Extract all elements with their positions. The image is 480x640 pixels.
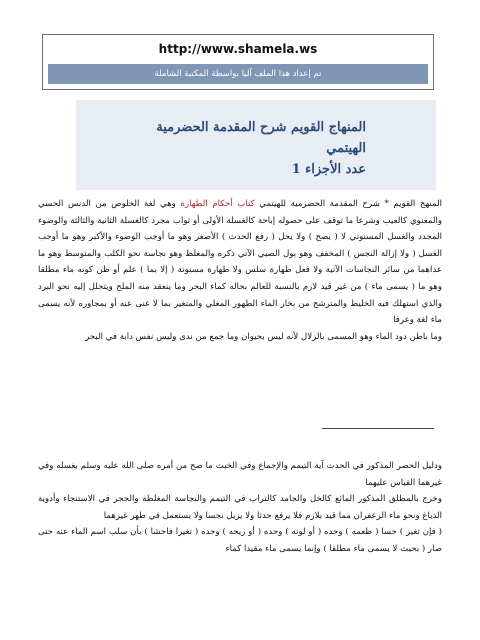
shamela-banner: تم إعداد هذا الملف آليا بواسطة المكتبة الشاملة bbox=[48, 64, 428, 84]
intro-paragraph bbox=[38, 196, 442, 329]
paragraph-two: وما باطن دود الماء وهو المسمى بالزلال لأنه ليس بحيوان وما جمع من ندى وليس نفس دابة في البحر bbox=[85, 331, 442, 342]
intro-rest: وهي لغة الخلوص من الدنس الحسي والمعنوي كالعيب وشرعا ما توقف على حصوله إباحة كالغسلة الأولى أو ثواب مجرد كالغسلة الثانية والثالثة والوضوء المجدد والغسل المسنوني لا ( يصح ) ولا يحل ( رفع الحدث ) الأصغر وهو ما أوجب الوضوء والأكبر وهو ما أوجب الغسل ( ولا إزالة النجس ) المخفف وهو بول الصبي الآتي ذكره والمغلظ وهو نجاسة نحو الكلب والمتوسط وهو ما عداهما من سائر النجاسات الآتية ولا فعل طهارة سلس ولا طهارة مسنونة ( إلا بما ) علم أو ظن كونه ماء مطلقا وهو ما ( يسمى ماء ) من غير قيد لازم بالنسبة للعالم بحاله كماء البحر وما ينعقد منه الملح ويتحلل إليه نحو البرد والذي استهلك فيه الخليط والمترشح من بخار الماء الطهور المغلي والمتغير بما لا غنى عنه أو بمجاوره لأنه يسمى ماء لغة وعرفا bbox=[38, 199, 442, 326]
paragraph-exclusions: وخرج بالمطلق المذكور المائع كالخل والجامد كالتراب في التيمم والنجاسة المغلظة والحجر في الاستنجاء وأدوية الدباغ ونحو ماء الزعفران مما قيد بلازم فلا يرفع حدثا ولا يزيل نجسا ولا يستعمل في طهر غيرهما bbox=[38, 494, 442, 521]
volume-count: عدد الأجزاء 1 bbox=[291, 162, 366, 177]
section-one bbox=[38, 196, 442, 345]
section-two bbox=[38, 458, 442, 558]
section-divider bbox=[322, 428, 434, 429]
book-title-panel bbox=[76, 100, 436, 190]
chapter-title: كتاب أحكام الطهارة bbox=[180, 199, 255, 209]
site-url[interactable]: http://www.shamela.ws bbox=[158, 42, 318, 56]
intro-lead: المنهج القويم * شرح المقدمة الحضرمية للهيتمي bbox=[254, 199, 442, 209]
paragraph-change: ( فإن تغير ) حسا ( طعمه ) وحده ( أو لونه ) وحده ( أو ريحه ) وحده ( تغيرا فاحشا ) بأن سلب اسم الماء عنه حتى صار ( بحيث لا يسمى ماء مطلقا ) وإنما يسمى ماء مقيدا كماء bbox=[38, 527, 442, 554]
header-box bbox=[42, 34, 434, 90]
paragraph-evidence: ودليل الحصر المذكور في الحدث آية التيمم والإجماع وفي الخبث ما صح من أمره صلى الله عليه وسلم بغسله وفي غيرهما القياس عليهما bbox=[38, 461, 442, 488]
book-author: الهيتمي bbox=[326, 141, 366, 156]
book-title: المنهاج القويم شرح المقدمة الحضرمية bbox=[156, 120, 366, 135]
